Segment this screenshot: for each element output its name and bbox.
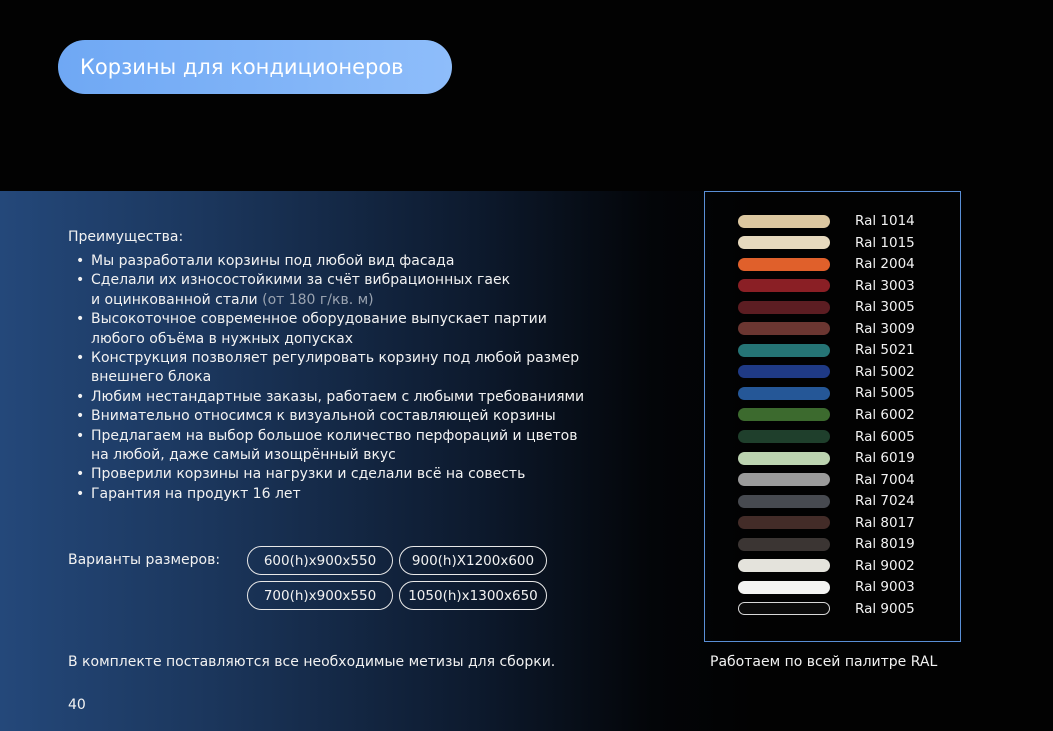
palette-row — [738, 448, 915, 469]
color-swatch — [738, 430, 830, 443]
color-label: Ral 9002 — [855, 557, 915, 574]
color-label: Ral 8017 — [855, 514, 915, 531]
color-label: Ral 1015 — [855, 234, 915, 251]
advantage-item: • Гарантия на продукт 16 лет — [76, 485, 584, 504]
size-option-900x1200x600: 900(h)X1200x600 — [399, 546, 547, 575]
color-label: Ral 3005 — [855, 299, 915, 316]
advantage-item: • Сделали их износостойкими за счёт вибрационных гаек и оцинкованной стали (от 180 г/кв. м) — [76, 272, 511, 308]
sizes-label: Варианты размеров: — [68, 552, 221, 568]
palette-row — [738, 491, 915, 512]
advantage-item: • Внимательно относимся к визуальной составляющей корзины — [76, 407, 584, 426]
advantage-item: • Мы разработали корзины под любой вид фасада — [76, 252, 584, 271]
color-label: Ral 3003 — [855, 277, 915, 294]
palette-row — [738, 598, 915, 619]
advantages-heading: Преимущества: — [68, 229, 184, 245]
color-swatch — [738, 387, 830, 400]
palette-row — [738, 469, 915, 490]
palette-row — [738, 361, 915, 382]
color-swatch — [738, 236, 830, 249]
zinc-coating-note: (от 180 г/кв. м) — [262, 291, 374, 308]
color-swatch — [738, 559, 830, 572]
palette-row — [738, 254, 915, 275]
color-label: Ral 8019 — [855, 536, 915, 553]
palette-row — [738, 275, 915, 296]
color-label: Ral 9003 — [855, 579, 915, 596]
color-swatch — [738, 538, 830, 551]
color-label: Ral 7004 — [855, 471, 915, 488]
bullet-icon: • — [76, 272, 85, 289]
size-option-600x900x550: 600(h)x900x550 — [247, 546, 393, 575]
color-swatch — [738, 495, 830, 508]
bullet-icon: • — [76, 485, 85, 502]
palette-row — [738, 426, 915, 447]
advantage-item: • Любим нестандартные заказы, работаем с любыми требованиями — [76, 388, 584, 407]
palette-row — [738, 534, 915, 555]
bullet-icon: • — [76, 311, 85, 328]
advantage-item: • Конструкция позволяет регулировать корзину под любой размер внешнего блока — [76, 350, 580, 386]
color-label: Ral 9005 — [855, 600, 915, 617]
color-label: Ral 5002 — [855, 363, 915, 380]
bullet-icon: • — [76, 350, 85, 367]
advantages-list — [76, 252, 584, 504]
palette-caption: Работаем по всей палитре RAL — [710, 654, 938, 670]
color-label: Ral 7024 — [855, 493, 915, 510]
color-label: Ral 3009 — [855, 320, 915, 337]
bullet-icon: • — [76, 466, 85, 483]
palette-row — [738, 297, 915, 318]
color-swatch — [738, 279, 830, 292]
bullet-icon: • — [76, 388, 85, 405]
color-label: Ral 1014 — [855, 213, 915, 229]
color-swatch — [738, 473, 830, 486]
color-swatch — [738, 301, 830, 314]
color-label: Ral 2004 — [855, 256, 915, 273]
advantage-item: • Предлагаем на выбор большое количество перфораций и цветов на любой, даже самый изощрённый вкус — [76, 427, 578, 464]
palette-row — [738, 577, 915, 598]
color-label: Ral 5021 — [855, 342, 915, 359]
bullet-icon: • — [76, 253, 85, 269]
color-swatch — [738, 344, 830, 357]
color-label: Ral 6005 — [855, 428, 915, 445]
fasteners-footnote: В комплекте поставляются все необходимые метизы для сборки. — [68, 654, 556, 670]
color-swatch — [738, 322, 830, 335]
ral-palette — [704, 191, 961, 642]
page-number: 40 — [68, 697, 86, 713]
color-swatch — [738, 602, 830, 615]
size-option-1050x1300x650: 1050(h)x1300x650 — [399, 581, 547, 610]
palette-row — [738, 232, 915, 253]
page-title: Корзины для кондиционеров — [80, 55, 404, 79]
palette-row — [738, 555, 915, 576]
color-swatch — [738, 452, 830, 465]
color-swatch — [738, 365, 830, 378]
palette-row — [738, 211, 915, 232]
color-swatch — [738, 258, 830, 271]
color-label: Ral 6002 — [855, 406, 915, 423]
color-label: Ral 5005 — [855, 385, 915, 402]
color-swatch — [738, 215, 830, 228]
palette-row — [738, 340, 915, 361]
color-swatch — [738, 408, 830, 421]
color-swatch — [738, 581, 830, 594]
advantage-item: • Проверили корзины на нагрузки и сделали всё на совесть — [76, 465, 584, 484]
advantage-item: • Высокоточное современное оборудование выпускает партии любого объёма в нужных допусках — [76, 311, 547, 347]
title-badge — [58, 40, 452, 94]
bullet-icon: • — [76, 408, 85, 425]
color-label: Ral 6019 — [855, 450, 915, 467]
color-swatch — [738, 516, 830, 529]
size-option-700x900x550: 700(h)x900x550 — [247, 581, 393, 610]
bullet-icon: • — [76, 427, 85, 444]
palette-row — [738, 404, 915, 425]
palette-row — [738, 318, 915, 339]
palette-row — [738, 383, 915, 404]
palette-row — [738, 512, 915, 533]
